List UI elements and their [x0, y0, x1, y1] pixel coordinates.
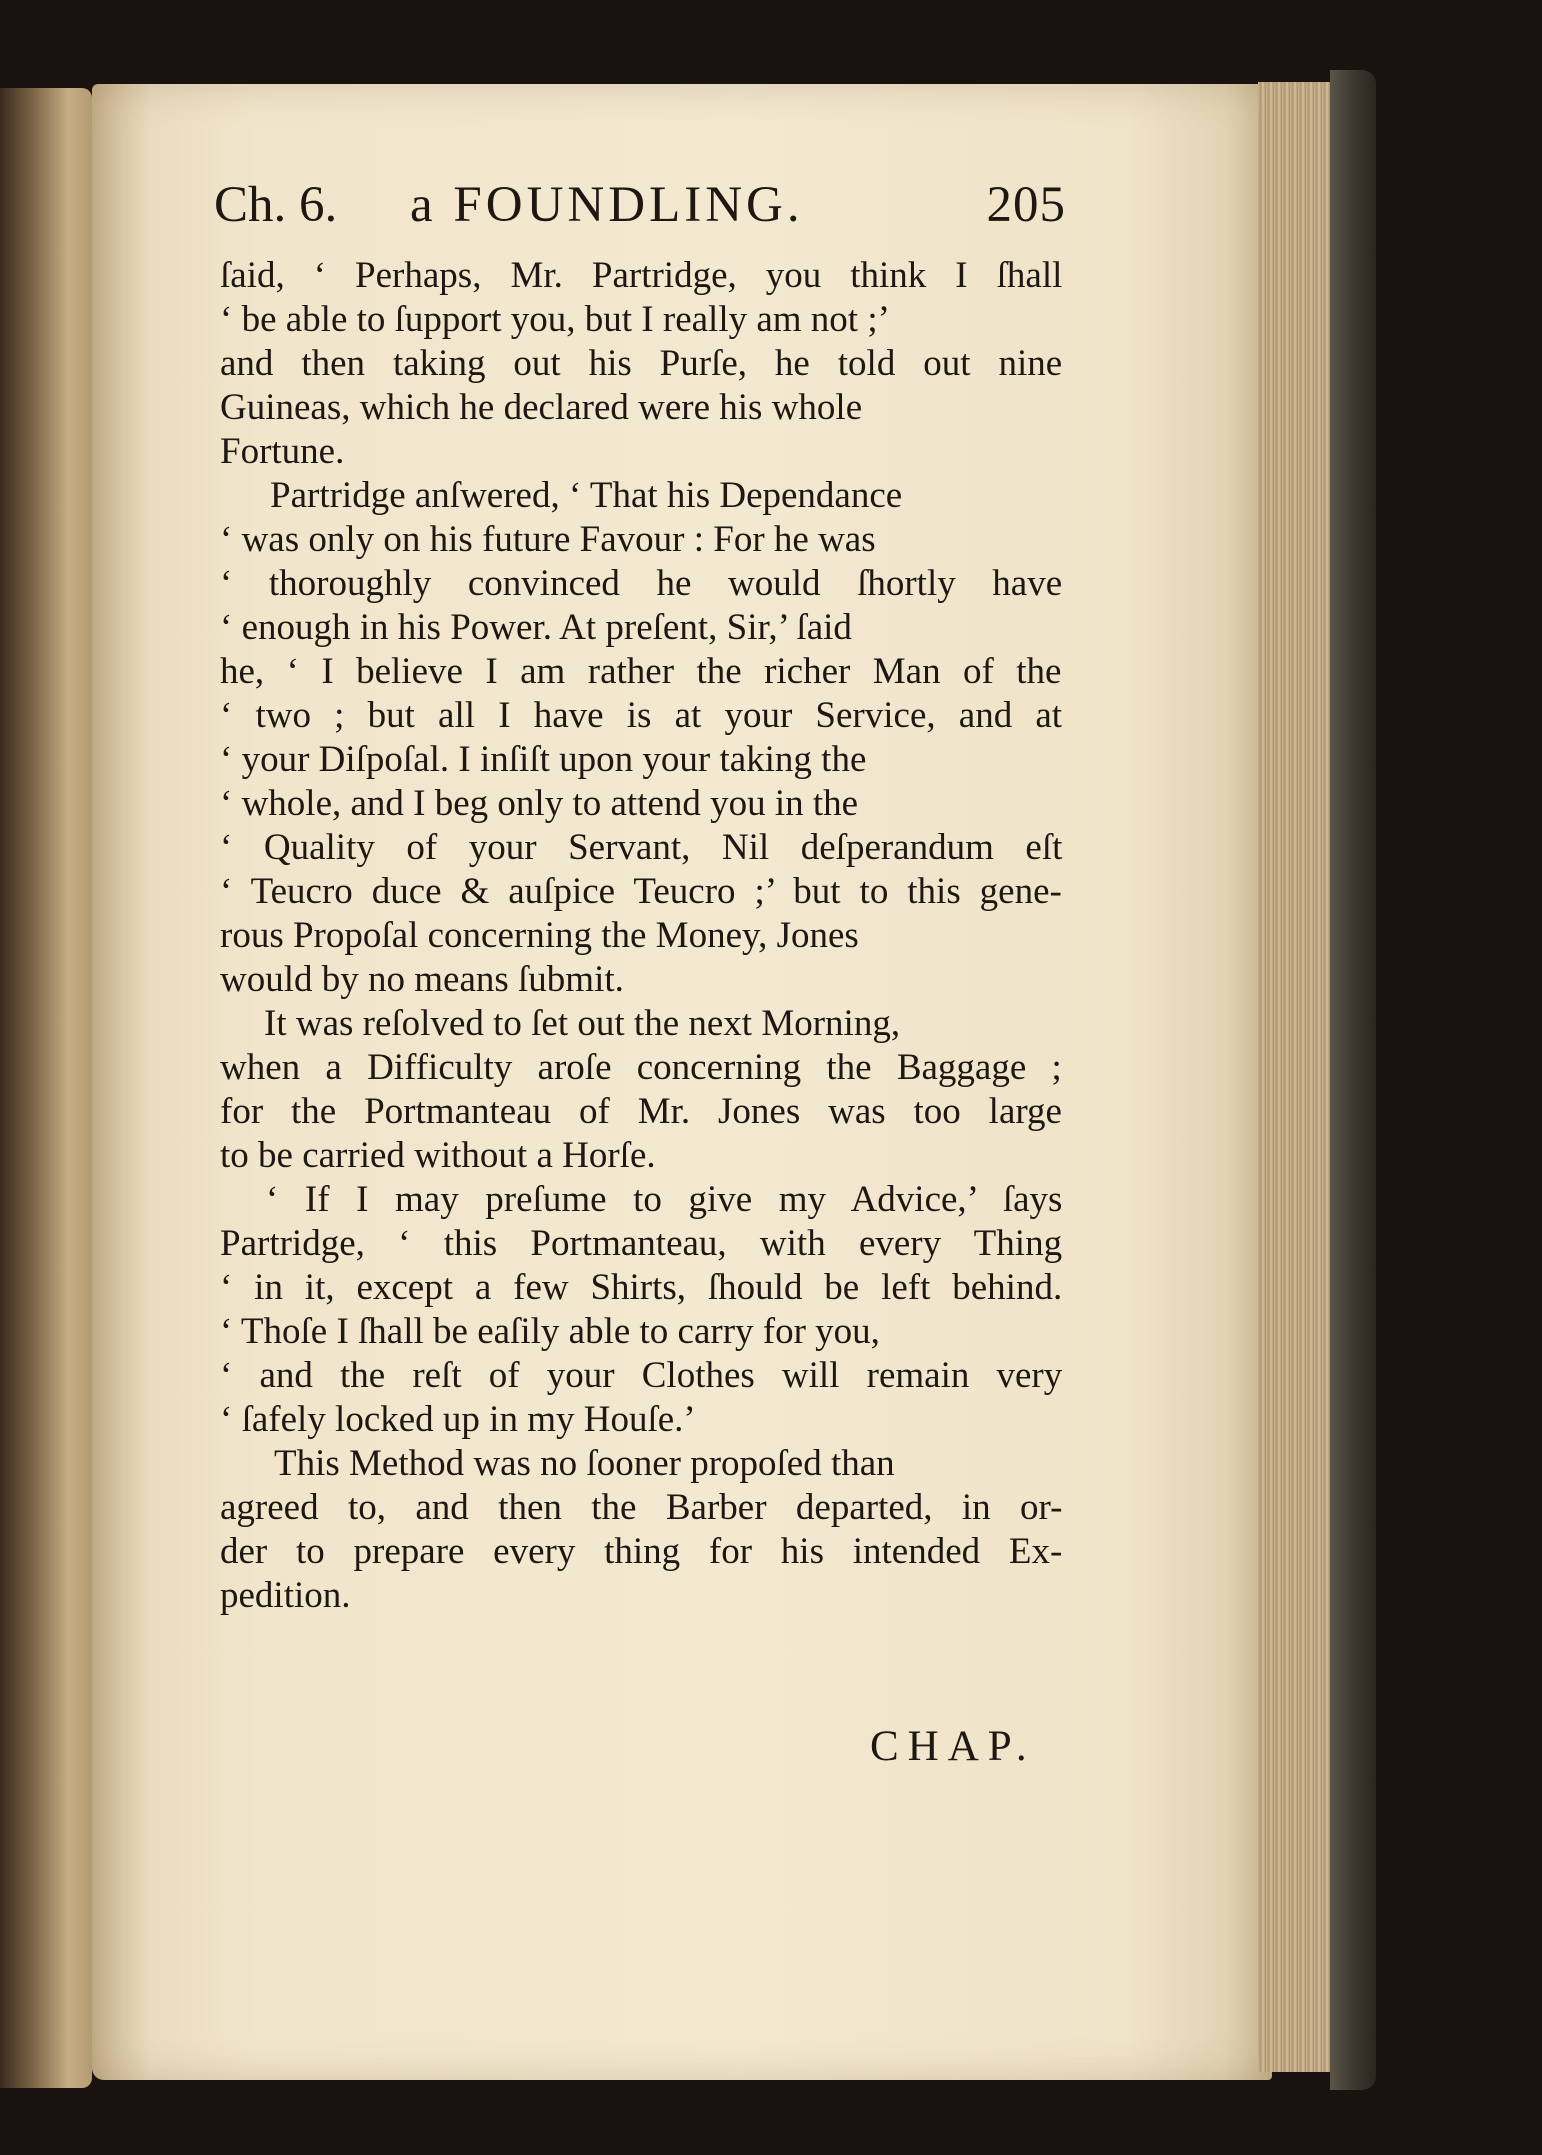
text-line: ‘ in it, except a few Shirts, ſhould be left behind. — [220, 1267, 1063, 1308]
text-line: and then taking out his Purſe, he told out nine — [220, 343, 1063, 384]
text-line: rous Propoſal concerning the Money, Jones — [220, 915, 859, 956]
text-line: would by no means ſubmit. — [220, 959, 624, 1000]
text-line: ‘ thoroughly convinced he would ſhortly have — [220, 563, 1063, 604]
text-line: pedition. — [220, 1575, 351, 1616]
text-line: ‘ two ; but all I have is at your Service, and at — [220, 695, 1063, 736]
text-line: ‘ whole, and I beg only to attend you in the — [220, 783, 859, 824]
text-line: ‘ Teucro duce & auſpice Teucro ;’ but to this gene- — [220, 871, 1062, 912]
text-line: agreed to, and then the Barber departed, in or- — [220, 1487, 1063, 1528]
text-line: ſaid, ‘ Perhaps, Mr. Partridge, you think I ſhall — [220, 255, 1063, 296]
text-line: ‘ your Diſpoſal. I inſiſt upon your taking the — [220, 739, 867, 780]
running-header — [214, 176, 1066, 246]
running-title: a FOUNDLING. — [410, 177, 804, 233]
page-number: 205 — [986, 177, 1066, 233]
text-line: This Method was no ſooner propoſed than — [274, 1443, 895, 1484]
text-line: Partridge, ‘ this Portmanteau, with every Thing — [220, 1223, 1063, 1264]
text-line: ‘ Quality of your Servant, Nil deſperandum eſt — [220, 827, 1063, 868]
text-line: ‘ Thoſe I ſhall be eaſily able to carry for you, — [220, 1311, 880, 1352]
book-cover-edge — [1330, 70, 1376, 2090]
text-line: when a Difficulty aroſe concerning the Baggage ; — [220, 1047, 1062, 1088]
text-line: Partridge anſwered, ‘ That his Dependance — [270, 475, 903, 516]
text-line: for the Portmanteau of Mr. Jones was too large — [220, 1091, 1062, 1132]
text-line: It was reſolved to ſet out the next Morning, — [264, 1003, 901, 1044]
text-line: ‘ be able to ſupport you, but I really am not ;’ — [220, 299, 890, 340]
text-line: ‘ If I may preſume to give my Advice,’ ſays — [266, 1179, 1063, 1220]
text-line: ‘ and the reſt of your Clothes will remain very — [220, 1355, 1063, 1396]
text-line: to be carried without a Horſe. — [220, 1135, 656, 1176]
text-line: der to prepare every thing for his intended Ex- — [220, 1531, 1063, 1572]
text-line: Guineas, which he declared were his whole — [220, 387, 863, 428]
text-line: ‘ ſafely locked up in my Houſe.’ — [220, 1399, 696, 1440]
catchword: CHAP. — [870, 1723, 1036, 1770]
text-line: ‘ was only on his future Favour : For he was — [220, 519, 876, 560]
text-line: Fortune. — [220, 431, 345, 472]
text-line: ‘ enough in his Power. At preſent, Sir,’ ſaid — [220, 607, 852, 648]
left-page-edge — [0, 88, 92, 2088]
chapter-label: Ch. 6. — [214, 177, 338, 233]
text-line: he, ‘ I believe I am rather the richer Man of the — [220, 651, 1062, 692]
